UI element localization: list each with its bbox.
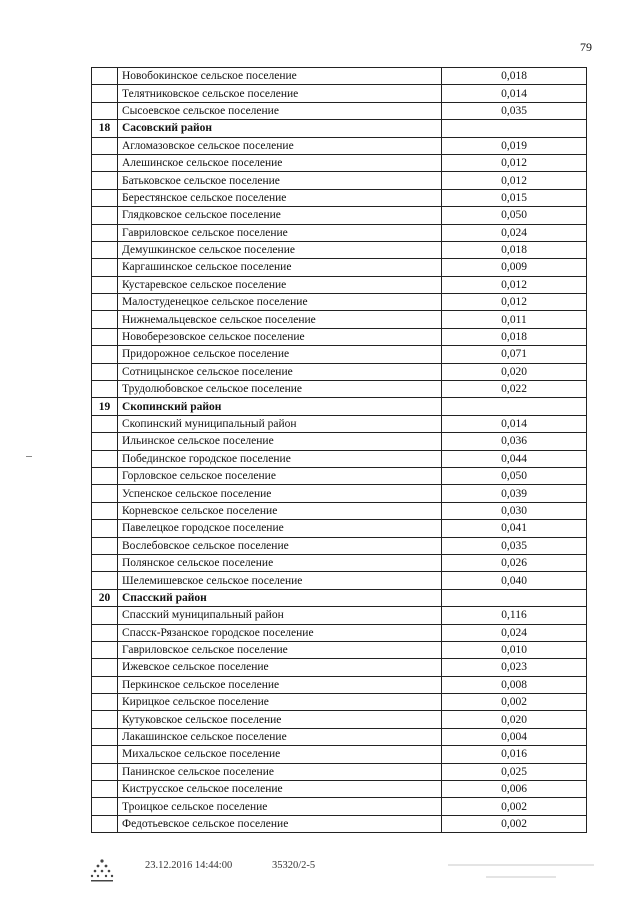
coefficient-value: 0,040 [442, 572, 587, 589]
settlement-name: Сысоевское сельское поселение [118, 102, 442, 119]
table-row [92, 450, 587, 467]
settlement-name: Федотьевское сельское поселение [118, 815, 442, 832]
table-row [92, 641, 587, 658]
settlement-name: Спасский муниципальный район [118, 607, 442, 624]
row-number [92, 485, 118, 502]
coefficient-value: 0,014 [442, 415, 587, 432]
row-number [92, 537, 118, 554]
coefficient-value: 0,009 [442, 259, 587, 276]
table-row [92, 381, 587, 398]
coefficient-value: 0,116 [442, 607, 587, 624]
table-row [92, 607, 587, 624]
row-number [92, 659, 118, 676]
row-number [92, 728, 118, 745]
coefficient-value: 0,020 [442, 711, 587, 728]
settlement-name: Трудолюбовское сельское поселение [118, 381, 442, 398]
row-number [92, 641, 118, 658]
settlement-name: Глядковское сельское поселение [118, 207, 442, 224]
row-number [92, 224, 118, 241]
settlement-name: Корневское сельское поселение [118, 502, 442, 519]
footer-timestamp: 23.12.2016 14:44:00 [145, 860, 233, 871]
coefficient-value: 0,018 [442, 328, 587, 345]
margin-mark [26, 456, 32, 457]
table-row [92, 554, 587, 571]
table-row [92, 485, 587, 502]
row-number [92, 154, 118, 171]
table-row [92, 189, 587, 206]
coefficient-value: 0,004 [442, 728, 587, 745]
row-number [92, 781, 118, 798]
row-number [92, 572, 118, 589]
table-row [92, 781, 587, 798]
coefficient-value [442, 398, 587, 415]
row-number [92, 624, 118, 641]
row-number [92, 676, 118, 693]
settlement-name: Полянское сельское поселение [118, 554, 442, 571]
coefficient-value: 0,039 [442, 485, 587, 502]
coefficient-value: 0,012 [442, 154, 587, 171]
settlement-name: Агломазовское сельское поселение [118, 137, 442, 154]
table-row [92, 711, 587, 728]
allocation-table [91, 67, 587, 833]
settlement-name: Нижнемальцевское сельское поселение [118, 311, 442, 328]
table-row [92, 137, 587, 154]
coefficient-value: 0,050 [442, 207, 587, 224]
coefficient-value: 0,050 [442, 467, 587, 484]
coefficient-value: 0,018 [442, 241, 587, 258]
row-number [92, 102, 118, 119]
coefficient-value: 0,023 [442, 659, 587, 676]
row-number [92, 415, 118, 432]
table-row [92, 102, 587, 119]
settlement-name: Новобокинское сельское поселение [118, 68, 442, 85]
table-row [92, 728, 587, 745]
settlement-name: Батьковское сельское поселение [118, 172, 442, 189]
row-number: 19 [92, 398, 118, 415]
footer-doc-id: 35320/2-5 [272, 860, 316, 871]
coefficient-value: 0,026 [442, 554, 587, 571]
settlement-name: Демушкинское сельское поселение [118, 241, 442, 258]
row-number [92, 607, 118, 624]
settlement-name: Кирицкое сельское поселение [118, 694, 442, 711]
table-row [92, 328, 587, 345]
coefficient-value: 0,035 [442, 102, 587, 119]
table-row [92, 172, 587, 189]
row-number [92, 467, 118, 484]
coefficient-value: 0,024 [442, 624, 587, 641]
settlement-name: Шелемишевское сельское поселение [118, 572, 442, 589]
row-number [92, 137, 118, 154]
settlement-name: Берестянское сельское поселение [118, 189, 442, 206]
coefficient-value: 0,035 [442, 537, 587, 554]
row-number [92, 450, 118, 467]
table-row [92, 763, 587, 780]
row-number [92, 241, 118, 258]
coefficient-value: 0,041 [442, 520, 587, 537]
table-row [92, 241, 587, 258]
table-row [92, 676, 587, 693]
table-row [92, 624, 587, 641]
page-number: 79 [580, 40, 592, 54]
footer [0, 857, 640, 897]
district-row [92, 589, 587, 606]
settlement-name: Алешинское сельское поселение [118, 154, 442, 171]
row-number [92, 207, 118, 224]
settlement-name: Лакашинское сельское поселение [118, 728, 442, 745]
coefficient-value: 0,044 [442, 450, 587, 467]
coefficient-value: 0,025 [442, 763, 587, 780]
table-row [92, 415, 587, 432]
table-row [92, 68, 587, 85]
row-number [92, 502, 118, 519]
row-number [92, 276, 118, 293]
row-number [92, 328, 118, 345]
coefficient-value: 0,015 [442, 189, 587, 206]
coefficient-value: 0,006 [442, 781, 587, 798]
table-row [92, 346, 587, 363]
settlement-name: Гавриловское сельское поселение [118, 224, 442, 241]
coefficient-value: 0,024 [442, 224, 587, 241]
row-number [92, 520, 118, 537]
coefficient-value: 0,012 [442, 276, 587, 293]
coefficient-value: 0,036 [442, 433, 587, 450]
row-number [92, 172, 118, 189]
settlement-name: Каргашинское сельское поселение [118, 259, 442, 276]
district-row [92, 398, 587, 415]
settlement-name: Ижевское сельское поселение [118, 659, 442, 676]
row-number [92, 311, 118, 328]
document-stamp-icon [88, 857, 116, 885]
row-number [92, 363, 118, 380]
settlement-name: Малостуденецкое сельское поселение [118, 294, 442, 311]
settlement-name: Спасск-Рязанское городское поселение [118, 624, 442, 641]
table-row [92, 520, 587, 537]
table-row [92, 276, 587, 293]
table-row [92, 572, 587, 589]
row-number [92, 554, 118, 571]
row-number [92, 68, 118, 85]
coefficient-value: 0,002 [442, 798, 587, 815]
settlement-name: Павелецкое городское поселение [118, 520, 442, 537]
coefficient-value: 0,022 [442, 381, 587, 398]
table-row [92, 85, 587, 102]
settlement-name: Троицкое сельское поселение [118, 798, 442, 815]
settlement-name: Телятниковское сельское поселение [118, 85, 442, 102]
row-number [92, 189, 118, 206]
row-number: 18 [92, 120, 118, 137]
table-row [92, 746, 587, 763]
settlement-name: Придорожное сельское поселение [118, 346, 442, 363]
table-row [92, 537, 587, 554]
settlement-name: Сотницынское сельское поселение [118, 363, 442, 380]
settlement-name: Панинское сельское поселение [118, 763, 442, 780]
coefficient-value: 0,012 [442, 172, 587, 189]
table-row [92, 311, 587, 328]
coefficient-value: 0,071 [442, 346, 587, 363]
row-number [92, 746, 118, 763]
coefficient-value: 0,012 [442, 294, 587, 311]
settlement-name: Киструсское сельское поселение [118, 781, 442, 798]
coefficient-value [442, 120, 587, 137]
settlement-name: Скопинский муниципальный район [118, 415, 442, 432]
settlement-name: Ильинское сельское поселение [118, 433, 442, 450]
district-row [92, 120, 587, 137]
table-row [92, 224, 587, 241]
row-number [92, 259, 118, 276]
coefficient-value: 0,008 [442, 676, 587, 693]
coefficient-value: 0,020 [442, 363, 587, 380]
table-row [92, 207, 587, 224]
row-number [92, 763, 118, 780]
coefficient-value: 0,010 [442, 641, 587, 658]
coefficient-value: 0,011 [442, 311, 587, 328]
row-number [92, 694, 118, 711]
settlement-name: Кутуковское сельское поселение [118, 711, 442, 728]
table-body [92, 68, 587, 833]
row-number [92, 381, 118, 398]
settlement-name: Сасовский район [118, 120, 442, 137]
coefficient-value: 0,019 [442, 137, 587, 154]
table-row [92, 659, 587, 676]
coefficient-value: 0,030 [442, 502, 587, 519]
row-number [92, 346, 118, 363]
settlement-name: Побединское городское поселение [118, 450, 442, 467]
table-row [92, 259, 587, 276]
settlement-name: Новоберезовское сельское поселение [118, 328, 442, 345]
row-number [92, 433, 118, 450]
table-row [92, 798, 587, 815]
row-number [92, 85, 118, 102]
row-number [92, 294, 118, 311]
settlement-name: Кустаревское сельское поселение [118, 276, 442, 293]
row-number: 20 [92, 589, 118, 606]
table-row [92, 433, 587, 450]
table-row [92, 815, 587, 832]
table-row [92, 363, 587, 380]
settlement-name: Успенское сельское поселение [118, 485, 442, 502]
table-row [92, 294, 587, 311]
settlement-name: Спасский район [118, 589, 442, 606]
faint-stamp-graphic [446, 857, 596, 885]
row-number [92, 798, 118, 815]
settlement-name: Горловское сельское поселение [118, 467, 442, 484]
coefficient-value: 0,014 [442, 85, 587, 102]
coefficient-value: 0,018 [442, 68, 587, 85]
table-row [92, 154, 587, 171]
faint-stamp [446, 857, 596, 889]
row-number [92, 711, 118, 728]
settlement-name: Перкинское сельское поселение [118, 676, 442, 693]
row-number [92, 815, 118, 832]
coefficient-value: 0,016 [442, 746, 587, 763]
coefficient-value [442, 589, 587, 606]
table-row [92, 467, 587, 484]
coefficient-value: 0,002 [442, 815, 587, 832]
table-row [92, 694, 587, 711]
settlement-name: Скопинский район [118, 398, 442, 415]
settlement-name: Вослебовское сельское поселение [118, 537, 442, 554]
settlement-name: Гавриловское сельское поселение [118, 641, 442, 658]
settlement-name: Михальское сельское поселение [118, 746, 442, 763]
coefficient-value: 0,002 [442, 694, 587, 711]
table-row [92, 502, 587, 519]
